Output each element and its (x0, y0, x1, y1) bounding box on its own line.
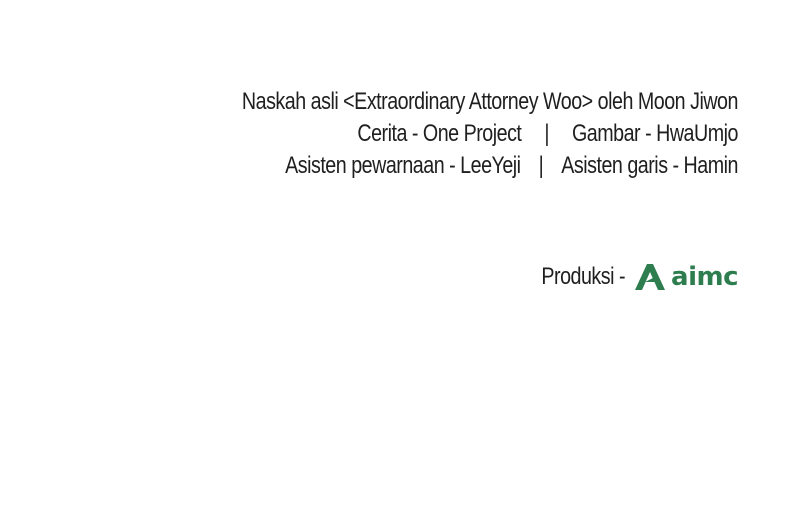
credit-story-art-line (242, 118, 738, 150)
credits-block (242, 86, 738, 182)
production-credit (523, 262, 738, 292)
production-label: Produksi - (541, 263, 626, 290)
credit-color-assistant: Asisten pewarnaan - LeeYeji (285, 152, 521, 179)
credit-art: Gambar - HwaUmjo (571, 120, 738, 147)
credit-assistants-line (242, 150, 738, 182)
aimc-logo (633, 262, 738, 292)
credit-line-assistant: Asisten garis - Hamin (561, 152, 738, 179)
credit-separator: | (544, 120, 550, 147)
credit-separator: | (538, 152, 544, 179)
credit-story: Cerita - One Project (357, 120, 522, 147)
credit-original-work: Naskah asli <Extraordinary Attorney Woo> oleh Moon Jiwon (241, 88, 738, 115)
aimc-logo-text: aimc (671, 262, 738, 292)
aimc-logo-icon (633, 262, 667, 292)
